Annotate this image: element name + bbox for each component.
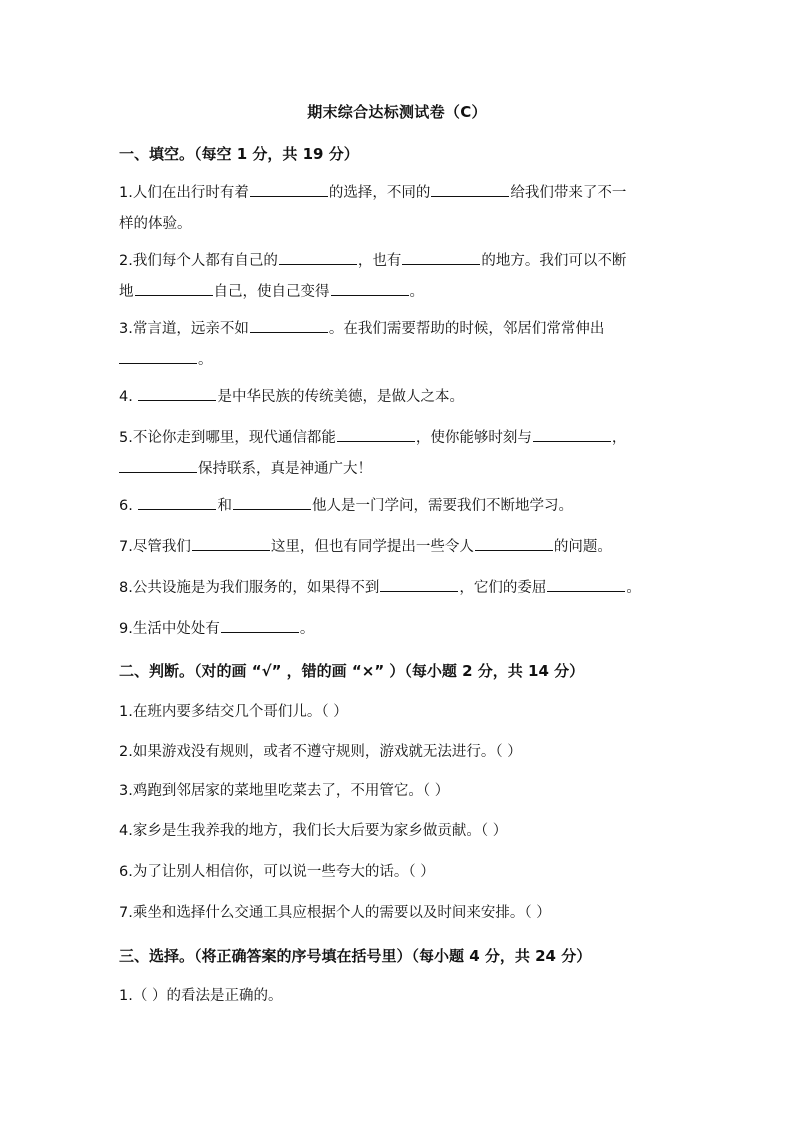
question-text: 的选择，不同的 bbox=[328, 185, 431, 201]
fill-question-5 bbox=[119, 423, 694, 485]
fill-question-6 bbox=[119, 491, 694, 522]
question-text: ， bbox=[611, 430, 627, 446]
question-text: 。 bbox=[198, 352, 213, 368]
question-text: 6. bbox=[119, 498, 138, 514]
exam-title: 期末综合达标测试卷（C） bbox=[307, 103, 487, 121]
question-text: ，它们的委屈 bbox=[459, 580, 547, 596]
judge-question: 1.在班内要多结交几个哥们儿。（ ） bbox=[119, 704, 348, 720]
answer-blank[interactable] bbox=[331, 280, 409, 296]
question-text: 他人是一门学问，需要我们不断地学习。 bbox=[311, 498, 573, 514]
question-text: 2.我们每个人都有自己的 bbox=[119, 253, 278, 269]
fill-question-4 bbox=[119, 382, 694, 413]
answer-blank[interactable] bbox=[431, 181, 509, 197]
question-text: 保持联系，真是神通广大！ bbox=[198, 461, 372, 477]
section-judge-heading: 二、判断。（对的画 “√” ，错的画 “×” ）（每小题 2 分，共 14 分） bbox=[119, 662, 585, 680]
answer-blank[interactable] bbox=[233, 494, 311, 510]
question-text: 的问题。 bbox=[553, 539, 612, 555]
question-text: 这里，但也有同学提出一些令人 bbox=[270, 539, 474, 555]
question-text: 。 bbox=[299, 621, 315, 637]
fill-question-8 bbox=[119, 573, 694, 604]
answer-blank[interactable] bbox=[279, 249, 357, 265]
judge-question: 6.为了让别人相信你，可以说一些夸大的话。（ ） bbox=[119, 864, 435, 880]
question-text: 7.尽管我们 bbox=[119, 539, 191, 555]
judge-question: 2.如果游戏没有规则，或者不遵守规则，游戏就无法进行。（ ） bbox=[119, 744, 522, 760]
question-text: 和 bbox=[217, 498, 232, 514]
answer-blank[interactable] bbox=[533, 426, 611, 442]
choice-question: 1.（ ）的看法是正确的。 bbox=[119, 988, 283, 1004]
section-choice-heading: 三、选择。（将正确答案的序号填在括号里）（每小题 4 分，共 24 分） bbox=[119, 947, 592, 965]
question-text: 5.不论你走到哪里，现代通信都能 bbox=[119, 430, 336, 446]
question-text: 1.人们在出行时有着 bbox=[119, 185, 249, 201]
answer-blank[interactable] bbox=[138, 494, 216, 510]
fill-question-3 bbox=[119, 314, 694, 376]
answer-blank[interactable] bbox=[337, 426, 415, 442]
question-text: 8.公共设施是为我们服务的，如果得不到 bbox=[119, 580, 380, 596]
question-text: 。 bbox=[626, 580, 641, 596]
fill-question-2 bbox=[119, 246, 694, 308]
fill-question-7 bbox=[119, 532, 694, 563]
answer-blank[interactable] bbox=[135, 280, 213, 296]
answer-blank[interactable] bbox=[380, 576, 458, 592]
question-text: 给我们带来了不一 bbox=[510, 185, 627, 201]
answer-blank[interactable] bbox=[547, 576, 625, 592]
question-text: 自己，使自己变得 bbox=[213, 284, 330, 300]
question-text: 的地方。我们可以不断 bbox=[481, 253, 627, 269]
question-text: 。在我们需要帮助的时候，邻居们常常伸出 bbox=[328, 321, 605, 337]
section-fill-heading: 一、填空。（每空 1 分，共 19 分） bbox=[119, 145, 359, 163]
question-text: 3.常言道，远亲不如 bbox=[119, 321, 249, 337]
fill-question-9 bbox=[119, 614, 694, 645]
answer-blank[interactable] bbox=[402, 249, 480, 265]
judge-question: 4.家乡是生我养我的地方，我们长大后要为家乡做贡献。（ ） bbox=[119, 823, 508, 839]
judge-question: 3.鸡跑到邻居家的菜地里吃菜去了，不用管它。（ ） bbox=[119, 783, 450, 799]
question-text: ，使你能够时刻与 bbox=[415, 430, 532, 446]
question-text: ，也有 bbox=[357, 253, 402, 269]
answer-blank[interactable] bbox=[250, 181, 328, 197]
judge-question: 7.乘坐和选择什么交通工具应根据个人的需要以及时间来安排。（ ） bbox=[119, 905, 551, 921]
answer-blank[interactable] bbox=[475, 535, 553, 551]
question-text: 。 bbox=[409, 284, 424, 300]
answer-blank[interactable] bbox=[138, 385, 216, 401]
question-text: 样的体验。 bbox=[119, 216, 192, 232]
answer-blank[interactable] bbox=[250, 317, 328, 333]
answer-blank[interactable] bbox=[192, 535, 270, 551]
answer-blank[interactable] bbox=[119, 457, 197, 473]
fill-question-1 bbox=[119, 178, 694, 240]
question-text: 9.生活中处处有 bbox=[119, 621, 220, 637]
question-text: 地 bbox=[119, 284, 134, 300]
answer-blank[interactable] bbox=[119, 348, 197, 364]
question-text: 是中华民族的传统美德，是做人之本。 bbox=[217, 389, 464, 405]
question-text: 4. bbox=[119, 389, 138, 405]
answer-blank[interactable] bbox=[221, 617, 299, 633]
